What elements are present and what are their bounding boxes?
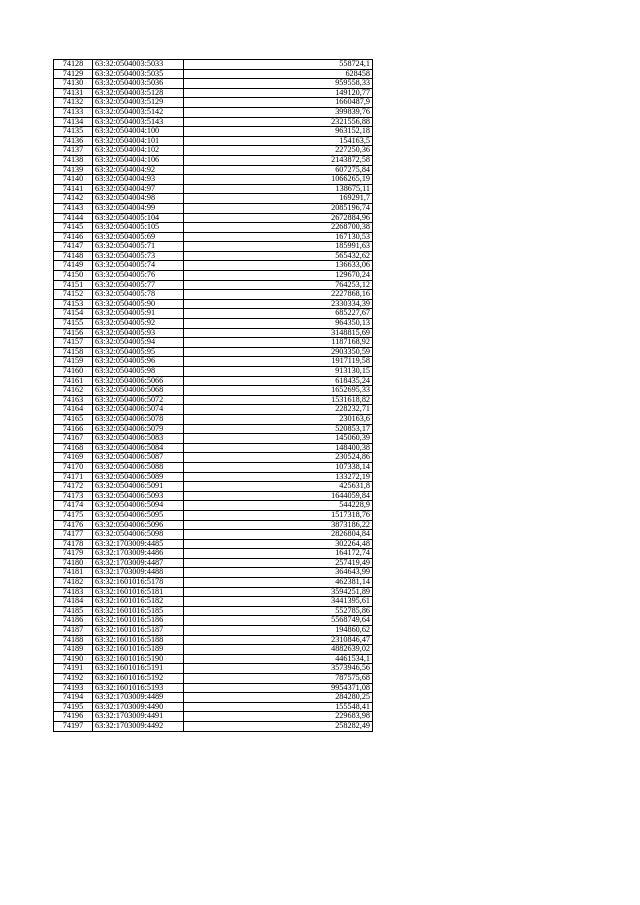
table-row	[54, 107, 373, 117]
table-row	[54, 367, 373, 377]
row-number-cell: 74160	[54, 367, 93, 377]
table-row	[54, 664, 373, 674]
row-number-cell: 74132	[54, 98, 93, 108]
table-row	[54, 175, 373, 185]
cadastral-number-cell: 63:32:0504006:5088	[93, 462, 184, 472]
value-cell: 284280,25	[184, 693, 373, 703]
cadastral-number-cell: 63:32:0504003:5129	[93, 98, 184, 108]
table-row	[54, 242, 373, 252]
cadastral-number-cell: 63:32:1601016:5192	[93, 674, 184, 684]
value-cell: 107338,14	[184, 462, 373, 472]
table-row	[54, 251, 373, 261]
row-number-cell: 74135	[54, 127, 93, 137]
value-cell: 4882639,02	[184, 645, 373, 655]
cadastral-number-cell: 63:32:1601016:5191	[93, 664, 184, 674]
row-number-cell: 74142	[54, 194, 93, 204]
row-number-cell: 74155	[54, 319, 93, 329]
row-number-cell: 74192	[54, 674, 93, 684]
table-row	[54, 194, 373, 204]
table-row	[54, 654, 373, 664]
cadastral-number-cell: 63:32:0504006:5084	[93, 443, 184, 453]
cadastral-number-cell: 63:32:0504006:5098	[93, 530, 184, 540]
value-cell: 169291,7	[184, 194, 373, 204]
row-number-cell: 74154	[54, 309, 93, 319]
value-cell: 1187168,92	[184, 338, 373, 348]
table-row	[54, 501, 373, 511]
table-row	[54, 69, 373, 79]
table-row	[54, 223, 373, 233]
cadastral-number-cell: 63:32:0504005:96	[93, 357, 184, 367]
value-cell: 1652695,33	[184, 386, 373, 396]
value-cell: 959558,33	[184, 79, 373, 89]
row-number-cell: 74134	[54, 117, 93, 127]
row-number-cell: 74187	[54, 626, 93, 636]
table-row	[54, 443, 373, 453]
value-cell: 5568749,64	[184, 616, 373, 626]
table-row	[54, 165, 373, 175]
value-cell: 544228,9	[184, 501, 373, 511]
row-number-cell: 74153	[54, 299, 93, 309]
row-number-cell: 74144	[54, 213, 93, 223]
value-cell: 230163,6	[184, 414, 373, 424]
table-row	[54, 299, 373, 309]
cadastral-number-cell: 63:32:0504004:100	[93, 127, 184, 137]
table-row	[54, 616, 373, 626]
cadastral-number-cell: 63:32:1601016:5182	[93, 597, 184, 607]
cadastral-number-cell: 63:32:1703009:4486	[93, 549, 184, 559]
table-row	[54, 386, 373, 396]
table-row	[54, 434, 373, 444]
row-number-cell: 74157	[54, 338, 93, 348]
cadastral-number-cell: 63:32:0504005:105	[93, 223, 184, 233]
table-row	[54, 693, 373, 703]
row-number-cell: 74188	[54, 635, 93, 645]
table-row	[54, 184, 373, 194]
cadastral-number-cell: 63:32:1601016:5188	[93, 635, 184, 645]
row-number-cell: 74176	[54, 520, 93, 530]
cadastral-number-cell: 63:32:0504003:5128	[93, 88, 184, 98]
cadastral-number-cell: 63:32:0504006:5068	[93, 386, 184, 396]
row-number-cell: 74130	[54, 79, 93, 89]
row-number-cell: 74180	[54, 558, 93, 568]
cadastral-number-cell: 63:32:1601016:5181	[93, 587, 184, 597]
cadastral-number-cell: 63:32:0504005:92	[93, 319, 184, 329]
table-row	[54, 683, 373, 693]
table-row	[54, 405, 373, 415]
row-number-cell: 74128	[54, 60, 93, 70]
cadastral-number-cell: 63:32:0504006:5091	[93, 482, 184, 492]
row-number-cell: 74182	[54, 578, 93, 588]
table-row	[54, 88, 373, 98]
value-cell: 685227,67	[184, 309, 373, 319]
cadastral-number-cell: 63:32:0504006:5087	[93, 453, 184, 463]
cadastral-number-cell: 63:32:0504003:5035	[93, 69, 184, 79]
table-row	[54, 232, 373, 242]
row-number-cell: 74150	[54, 271, 93, 281]
table-row	[54, 597, 373, 607]
cadastral-number-cell: 63:32:0504004:99	[93, 203, 184, 213]
value-cell: 787575,68	[184, 674, 373, 684]
value-cell: 3148815,69	[184, 328, 373, 338]
row-number-cell: 74165	[54, 414, 93, 424]
row-number-cell: 74190	[54, 654, 93, 664]
value-cell: 1517318,76	[184, 510, 373, 520]
table-row	[54, 424, 373, 434]
table-row	[54, 635, 373, 645]
cadastral-number-cell: 63:32:0504004:92	[93, 165, 184, 175]
value-cell: 138675,11	[184, 184, 373, 194]
value-cell: 148400,38	[184, 443, 373, 453]
cadastral-number-cell: 63:32:0504006:5078	[93, 414, 184, 424]
table-row	[54, 530, 373, 540]
row-number-cell: 74172	[54, 482, 93, 492]
table-row	[54, 328, 373, 338]
row-number-cell: 74131	[54, 88, 93, 98]
table-row	[54, 79, 373, 89]
cadastral-number-cell: 63:32:1703009:4487	[93, 558, 184, 568]
row-number-cell: 74169	[54, 453, 93, 463]
row-number-cell: 74193	[54, 683, 93, 693]
cadastral-number-cell: 63:32:0504006:5072	[93, 395, 184, 405]
cadastral-number-cell: 63:32:0504006:5096	[93, 520, 184, 530]
value-cell: 2321556,88	[184, 117, 373, 127]
value-cell: 164172,74	[184, 549, 373, 559]
cadastral-number-cell: 63:32:0504003:5036	[93, 79, 184, 89]
cadastral-number-cell: 63:32:0504006:5094	[93, 501, 184, 511]
cadastral-number-cell: 63:32:0504005:98	[93, 367, 184, 377]
value-cell: 1660487,9	[184, 98, 373, 108]
value-cell: 2227868,16	[184, 290, 373, 300]
cadastral-number-cell: 63:32:0504006:5089	[93, 472, 184, 482]
cadastral-number-cell: 63:32:1703009:4490	[93, 702, 184, 712]
row-number-cell: 74178	[54, 539, 93, 549]
value-cell: 607275,84	[184, 165, 373, 175]
value-cell: 628458	[184, 69, 373, 79]
cadastral-number-cell: 63:32:0504004:106	[93, 155, 184, 165]
table-row	[54, 309, 373, 319]
value-cell: 154163,5	[184, 136, 373, 146]
cadastral-number-cell: 63:32:0504005:104	[93, 213, 184, 223]
cadastral-number-cell: 63:32:1703009:4485	[93, 539, 184, 549]
cadastral-number-cell: 63:32:1601016:5189	[93, 645, 184, 655]
value-cell: 2672884,96	[184, 213, 373, 223]
row-number-cell: 74149	[54, 261, 93, 271]
cadastral-number-cell: 63:32:0504005:78	[93, 290, 184, 300]
row-number-cell: 74186	[54, 616, 93, 626]
value-cell: 167130,53	[184, 232, 373, 242]
row-number-cell: 74147	[54, 242, 93, 252]
table-body	[54, 60, 373, 732]
value-cell: 230524,86	[184, 453, 373, 463]
value-cell: 133272,19	[184, 472, 373, 482]
table-row	[54, 155, 373, 165]
cadastral-number-cell: 63:32:0504005:76	[93, 271, 184, 281]
cadastral-number-cell: 63:32:1601016:5190	[93, 654, 184, 664]
cadastral-number-cell: 63:32:0504003:5033	[93, 60, 184, 70]
table-row	[54, 626, 373, 636]
cadastral-number-cell: 63:32:0504004:97	[93, 184, 184, 194]
row-number-cell: 74145	[54, 223, 93, 233]
value-cell: 149120,77	[184, 88, 373, 98]
cadastral-number-cell: 63:32:0504005:77	[93, 280, 184, 290]
cadastral-number-cell: 63:32:0504004:102	[93, 146, 184, 156]
table-row	[54, 645, 373, 655]
value-cell: 229683,98	[184, 712, 373, 722]
cadastral-number-cell: 63:32:0504003:5142	[93, 107, 184, 117]
value-cell: 136633,06	[184, 261, 373, 271]
cadastral-number-cell: 63:32:0504005:73	[93, 251, 184, 261]
row-number-cell: 74133	[54, 107, 93, 117]
value-cell: 2826804,84	[184, 530, 373, 540]
row-number-cell: 74141	[54, 184, 93, 194]
row-number-cell: 74195	[54, 702, 93, 712]
value-cell: 364643,99	[184, 568, 373, 578]
table-row	[54, 587, 373, 597]
row-number-cell: 74156	[54, 328, 93, 338]
table-row	[54, 357, 373, 367]
row-number-cell: 74189	[54, 645, 93, 655]
row-number-cell: 74177	[54, 530, 93, 540]
data-table	[53, 59, 373, 732]
cadastral-number-cell: 63:32:0504004:101	[93, 136, 184, 146]
row-number-cell: 74183	[54, 587, 93, 597]
row-number-cell: 74185	[54, 606, 93, 616]
cadastral-number-cell: 63:32:1601016:5193	[93, 683, 184, 693]
cadastral-number-cell: 63:32:0504005:74	[93, 261, 184, 271]
cadastral-number-cell: 63:32:1601016:5187	[93, 626, 184, 636]
value-cell: 964350,13	[184, 319, 373, 329]
table-row	[54, 338, 373, 348]
table-row	[54, 213, 373, 223]
row-number-cell: 74181	[54, 568, 93, 578]
cadastral-number-cell: 63:32:1601016:5178	[93, 578, 184, 588]
value-cell: 185991,63	[184, 242, 373, 252]
row-number-cell: 74171	[54, 472, 93, 482]
row-number-cell: 74140	[54, 175, 93, 185]
table-row	[54, 702, 373, 712]
row-number-cell: 74170	[54, 462, 93, 472]
value-cell: 1917119,58	[184, 357, 373, 367]
cadastral-number-cell: 63:32:0504005:69	[93, 232, 184, 242]
row-number-cell: 74163	[54, 395, 93, 405]
value-cell: 155548,41	[184, 702, 373, 712]
cadastral-number-cell: 63:32:0504004:98	[93, 194, 184, 204]
table-row	[54, 578, 373, 588]
row-number-cell: 74174	[54, 501, 93, 511]
value-cell: 3873186,22	[184, 520, 373, 530]
cadastral-number-cell: 63:32:0504006:5079	[93, 424, 184, 434]
table-row	[54, 558, 373, 568]
value-cell: 145060,39	[184, 434, 373, 444]
table-row	[54, 280, 373, 290]
table-row	[54, 127, 373, 137]
value-cell: 3594251,89	[184, 587, 373, 597]
row-number-cell: 74175	[54, 510, 93, 520]
row-number-cell: 74137	[54, 146, 93, 156]
table-row	[54, 414, 373, 424]
value-cell: 558724,1	[184, 60, 373, 70]
value-cell: 913130,15	[184, 367, 373, 377]
value-cell: 462381,14	[184, 578, 373, 588]
value-cell: 2268700,38	[184, 223, 373, 233]
value-cell: 9954371,08	[184, 683, 373, 693]
table-row	[54, 453, 373, 463]
row-number-cell: 74151	[54, 280, 93, 290]
table-row	[54, 510, 373, 520]
cadastral-number-cell: 63:32:0504006:5093	[93, 491, 184, 501]
value-cell: 194860,62	[184, 626, 373, 636]
value-cell: 3573946,56	[184, 664, 373, 674]
value-cell: 963152,18	[184, 127, 373, 137]
row-number-cell: 74184	[54, 597, 93, 607]
value-cell: 129670,24	[184, 271, 373, 281]
cadastral-number-cell: 63:32:0504006:5066	[93, 376, 184, 386]
value-cell: 552785,86	[184, 606, 373, 616]
cadastral-number-cell: 63:32:1703009:4488	[93, 568, 184, 578]
row-number-cell: 74129	[54, 69, 93, 79]
table-row	[54, 674, 373, 684]
value-cell: 1531618,82	[184, 395, 373, 405]
cadastral-number-cell: 63:32:1601016:5185	[93, 606, 184, 616]
row-number-cell: 74167	[54, 434, 93, 444]
cadastral-number-cell: 63:32:1703009:4489	[93, 693, 184, 703]
value-cell: 1066265,19	[184, 175, 373, 185]
table-row	[54, 712, 373, 722]
cadastral-number-cell: 63:32:0504006:5095	[93, 510, 184, 520]
value-cell: 2903350,59	[184, 347, 373, 357]
value-cell: 565432,62	[184, 251, 373, 261]
value-cell: 2330334,39	[184, 299, 373, 309]
row-number-cell: 74173	[54, 491, 93, 501]
row-number-cell: 74152	[54, 290, 93, 300]
cadastral-number-cell: 63:32:0504006:5083	[93, 434, 184, 444]
table-row	[54, 271, 373, 281]
table-row	[54, 203, 373, 213]
cadastral-number-cell: 63:32:0504004:93	[93, 175, 184, 185]
cadastral-number-cell: 63:32:1703009:4492	[93, 721, 184, 731]
value-cell: 2310846,47	[184, 635, 373, 645]
row-number-cell: 74191	[54, 664, 93, 674]
table-row	[54, 395, 373, 405]
table-row	[54, 136, 373, 146]
row-number-cell: 74196	[54, 712, 93, 722]
row-number-cell: 74162	[54, 386, 93, 396]
cadastral-number-cell: 63:32:0504005:93	[93, 328, 184, 338]
cadastral-number-cell: 63:32:0504005:91	[93, 309, 184, 319]
row-number-cell: 74158	[54, 347, 93, 357]
value-cell: 228232,71	[184, 405, 373, 415]
table-row	[54, 290, 373, 300]
cadastral-number-cell: 63:32:0504005:94	[93, 338, 184, 348]
value-cell: 618435,24	[184, 376, 373, 386]
table-row	[54, 462, 373, 472]
value-cell: 3441395,61	[184, 597, 373, 607]
table-row	[54, 721, 373, 731]
row-number-cell: 74168	[54, 443, 93, 453]
value-cell: 1644059,84	[184, 491, 373, 501]
value-cell: 520853,17	[184, 424, 373, 434]
table-row	[54, 98, 373, 108]
cadastral-number-cell: 63:32:0504005:71	[93, 242, 184, 252]
table-row	[54, 520, 373, 530]
row-number-cell: 74194	[54, 693, 93, 703]
cadastral-number-cell: 63:32:0504006:5074	[93, 405, 184, 415]
row-number-cell: 74138	[54, 155, 93, 165]
row-number-cell: 74197	[54, 721, 93, 731]
value-cell: 227250,36	[184, 146, 373, 156]
table-row	[54, 606, 373, 616]
row-number-cell: 74143	[54, 203, 93, 213]
table-row	[54, 549, 373, 559]
row-number-cell: 74146	[54, 232, 93, 242]
table-row	[54, 376, 373, 386]
row-number-cell: 74161	[54, 376, 93, 386]
cadastral-number-cell: 63:32:0504003:5143	[93, 117, 184, 127]
value-cell: 258282,49	[184, 721, 373, 731]
row-number-cell: 74148	[54, 251, 93, 261]
row-number-cell: 74179	[54, 549, 93, 559]
table-row	[54, 261, 373, 271]
cadastral-number-cell: 63:32:0504005:95	[93, 347, 184, 357]
value-cell: 764253,12	[184, 280, 373, 290]
value-cell: 257419,49	[184, 558, 373, 568]
table-row	[54, 347, 373, 357]
row-number-cell: 74159	[54, 357, 93, 367]
table-row	[54, 539, 373, 549]
value-cell: 2143872,58	[184, 155, 373, 165]
table-row	[54, 146, 373, 156]
table-row	[54, 117, 373, 127]
row-number-cell: 74166	[54, 424, 93, 434]
row-number-cell: 74139	[54, 165, 93, 175]
row-number-cell: 74136	[54, 136, 93, 146]
table-row	[54, 568, 373, 578]
value-cell: 4461534,1	[184, 654, 373, 664]
table-row	[54, 319, 373, 329]
cadastral-number-cell: 63:32:1601016:5186	[93, 616, 184, 626]
table-row	[54, 472, 373, 482]
row-number-cell: 74164	[54, 405, 93, 415]
value-cell: 425631,8	[184, 482, 373, 492]
cadastral-number-cell: 63:32:1703009:4491	[93, 712, 184, 722]
cadastral-number-cell: 63:32:0504005:90	[93, 299, 184, 309]
value-cell: 399839,76	[184, 107, 373, 117]
table-row	[54, 482, 373, 492]
value-cell: 2085196,74	[184, 203, 373, 213]
table-row	[54, 491, 373, 501]
value-cell: 302264,48	[184, 539, 373, 549]
table-row	[54, 60, 373, 70]
